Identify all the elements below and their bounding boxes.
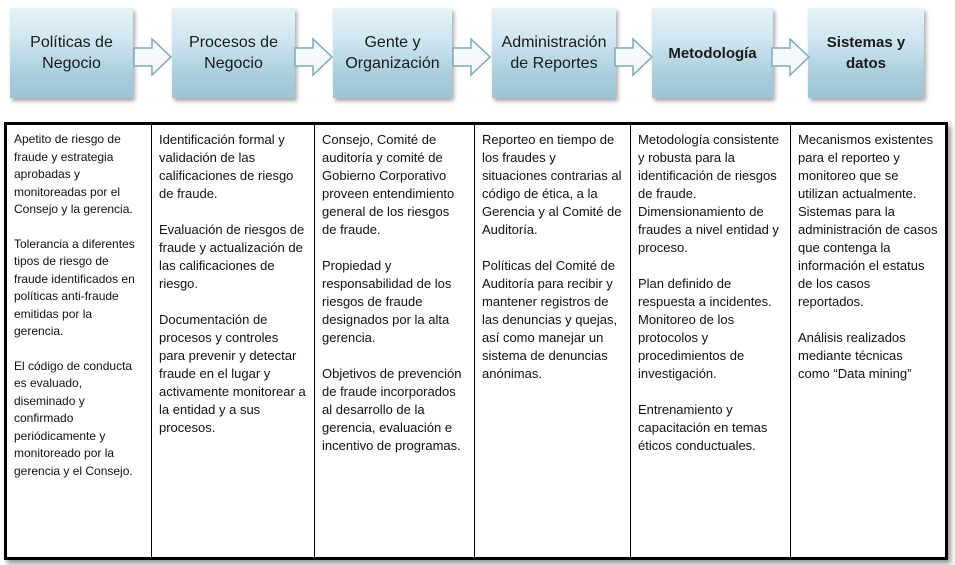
header-label: Administración de Reportes bbox=[501, 34, 607, 72]
header-procesos-negocio bbox=[172, 8, 295, 98]
arrow-right-icon bbox=[132, 36, 174, 78]
content-table bbox=[4, 122, 948, 560]
paragraph: Documentación de procesos y controles para prevenir y detectar fraude en el lugar y activamente monitorear a la entidad y a sus procesos. bbox=[159, 312, 306, 435]
column-sistemas-datos bbox=[791, 125, 945, 557]
paragraph: Consejo, Comité de auditoría y comité de Gobierno Corporativo proveen entendimiento general de los riesgos de fraude. bbox=[322, 132, 455, 237]
paragraph: Tolerancia a diferentes tipos de riesgo de fraude identificados en políticas anti-fraude emitidas por la gerencia. bbox=[14, 236, 135, 338]
header-gente-organizacion bbox=[333, 8, 452, 98]
paragraph: Reporteo en tiempo de los fraudes y situaciones contrarias al código de ética, a la Gerencia y al Comité de Auditoría. bbox=[482, 132, 622, 237]
column-metodologia bbox=[631, 125, 791, 557]
paragraph: Evaluación de riesgos de fraude y actualización de las calificaciones de riesgo. bbox=[159, 222, 305, 291]
paragraph: Metodología consistente y robusta para la identificación de riesgos de fraude. Dimensionamiento de fraudes a nivel entidad y proceso. bbox=[638, 132, 779, 255]
paragraph: Identificación formal y validación de las calificaciones de riesgo de fraude. bbox=[159, 132, 294, 201]
header-label: Metodología bbox=[668, 44, 757, 62]
paragraph: Apetito de riesgo de fraude y estrategia aprobadas y monitoreadas por el Consejo y la gerencia. bbox=[14, 132, 133, 216]
header-label: Políticas de Negocio bbox=[30, 34, 113, 72]
arrow-right-icon bbox=[293, 36, 335, 78]
header-metodologia bbox=[652, 8, 773, 98]
arrow-right-icon bbox=[770, 36, 812, 78]
column-politicas-negocio bbox=[7, 125, 152, 557]
paragraph: Objetivos de prevención de fraude incorporados al desarrollo de la gerencia, evaluación e incentivo de programas. bbox=[322, 366, 462, 453]
arrow-right-icon bbox=[613, 36, 655, 78]
header-administracion-reportes bbox=[492, 8, 616, 98]
column-gente-organizacion bbox=[315, 125, 475, 557]
header-politicas-negocio bbox=[10, 8, 133, 98]
header-label: Sistemas y datos bbox=[826, 34, 906, 72]
paragraph: El código de conducta es evaluado, diseminado y confirmado periódicamente y monitoreado por la gerencia y el Consejo. bbox=[14, 358, 133, 478]
arrow-right-icon bbox=[451, 36, 493, 78]
header-label: Procesos de Negocio bbox=[189, 34, 278, 72]
paragraph: Análisis realizados mediante técnicas como “Data mining” bbox=[798, 330, 912, 381]
paragraph: Propiedad y responsabilidad de los riesgos de fraude designados por la alta gerencia. bbox=[322, 258, 452, 345]
paragraph: Políticas del Comité de Auditoría para recibir y mantener registros de las denuncias y quejas, así como manejar un sistema de denuncias anónimas. bbox=[482, 258, 618, 381]
paragraph: Entrenamiento y capacitación en temas éticos conductuales. bbox=[638, 402, 768, 453]
header-label: Gente y Organización bbox=[345, 34, 440, 72]
column-administracion-reportes bbox=[475, 125, 631, 557]
column-procesos-negocio bbox=[152, 125, 315, 557]
paragraph: Mecanismos existentes para el reporteo y monitoreo que se utilizan actualmente. Sistemas para la administración de casos que contenga la información el estatus de los casos reportados. bbox=[798, 132, 938, 309]
paragraph: Plan definido de respuesta a incidentes. Monitoreo de los protocolos y procedimientos de investigación. bbox=[638, 276, 772, 381]
header-sistemas-datos bbox=[808, 8, 924, 98]
